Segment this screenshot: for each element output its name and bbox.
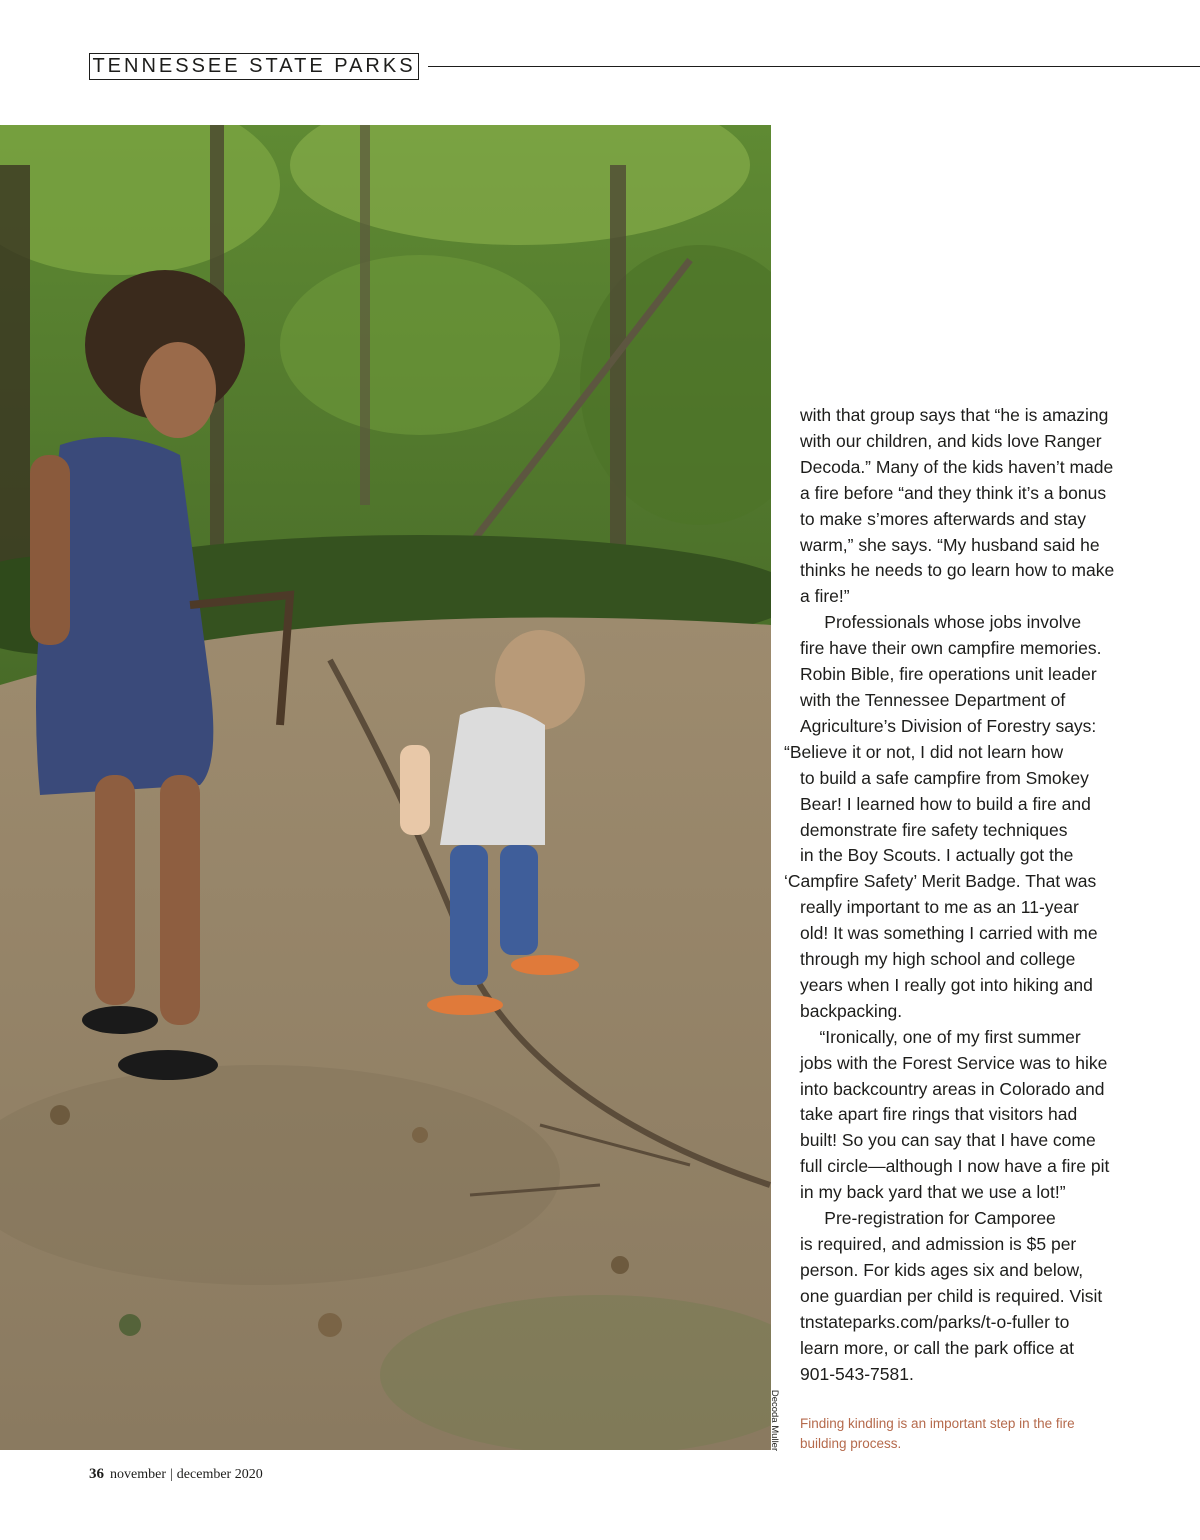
footer-separator: | [169, 1467, 173, 1482]
article-line: with our children, and kids love Ranger [800, 430, 1102, 451]
article-line: tnstateparks.com/parks/t-o-fuller to [800, 1311, 1070, 1332]
photo-illustration [0, 125, 771, 1450]
article-line: Professionals whose jobs involve [800, 612, 1082, 633]
photo-caption [800, 1414, 1120, 1454]
article-line: built! So you can say that I have come [800, 1130, 1096, 1151]
article-line: to make s’mores afterwards and stay [800, 508, 1086, 529]
article-line: “Believe it or not, I did not learn how [784, 741, 1064, 762]
article-line: take apart fire rings that visitors had [800, 1104, 1078, 1125]
article-line: learn more, or call the park office at [800, 1337, 1074, 1358]
article-line: is required, and admission is $5 per [800, 1234, 1077, 1254]
article-line: with that group says that “he is amazing [800, 405, 1109, 425]
article-line: in the Boy Scouts. I actually got the [800, 845, 1074, 866]
issue-date: december 2020 [176, 1467, 263, 1482]
article-line: a fire!” [800, 586, 850, 607]
article-line: 901-543-7581. [800, 1363, 914, 1384]
article-line: really important to me as an 11-year [800, 897, 1079, 918]
article-line: a fire before “and they think it’s a bonus [800, 482, 1107, 503]
section-header [89, 53, 419, 80]
page-number: 36 [89, 1466, 104, 1482]
article-line: backpacking. [800, 1000, 903, 1021]
article-line: warm,” she says. “My husband said he [800, 534, 1100, 555]
article-line: person. For kids ages six and below, [800, 1259, 1084, 1280]
article-line: Bear! I learned how to build a fire and [800, 793, 1091, 814]
article-line: full circle—although I now have a fire pit [800, 1156, 1110, 1177]
article-line: ‘Campfire Safety’ Merit Badge. That was [784, 871, 1097, 892]
article-line: jobs with the Forest Service was to hike [800, 1052, 1108, 1073]
section-title: TENNESSEE STATE PARKS [92, 55, 416, 77]
photo-credit: Decoda Muller [769, 1389, 781, 1451]
article-body [784, 403, 1190, 1387]
article-line: with the Tennessee Department of [800, 689, 1066, 710]
header-rule [428, 66, 1200, 67]
article-line: fire have their own campfire memories. [800, 638, 1102, 659]
article-line: old! It was something I carried with me [800, 923, 1098, 944]
article-line: Agriculture’s Division of Forestry says: [800, 715, 1097, 736]
article-line: thinks he needs to go learn how to make [800, 560, 1115, 581]
article-line: years when I really got into hiking and [800, 974, 1093, 995]
article-line: through my high school and college [800, 949, 1076, 970]
issue-month: november [110, 1467, 166, 1482]
caption-line: building process. [800, 1436, 902, 1451]
article-line: into backcountry areas in Colorado and [800, 1078, 1105, 1099]
article-line: one guardian per child is required. Visit [800, 1285, 1103, 1306]
article-line: in my back yard that we use a lot!” [800, 1182, 1066, 1203]
article-line: Pre-registration for Camporee [800, 1208, 1056, 1229]
article-line: demonstrate fire safety techniques [800, 819, 1068, 840]
caption-line: Finding kindling is an important step in the fire [800, 1416, 1075, 1431]
page-footer [89, 1466, 263, 1483]
feature-photo [0, 125, 771, 1450]
article-line: “Ironically, one of my first summer [800, 1026, 1081, 1047]
article-line: Decoda.” Many of the kids haven’t made [800, 456, 1114, 477]
article-line: Robin Bible, fire operations unit leader [800, 664, 1097, 685]
article-line: to build a safe campfire from Smokey [800, 767, 1089, 788]
